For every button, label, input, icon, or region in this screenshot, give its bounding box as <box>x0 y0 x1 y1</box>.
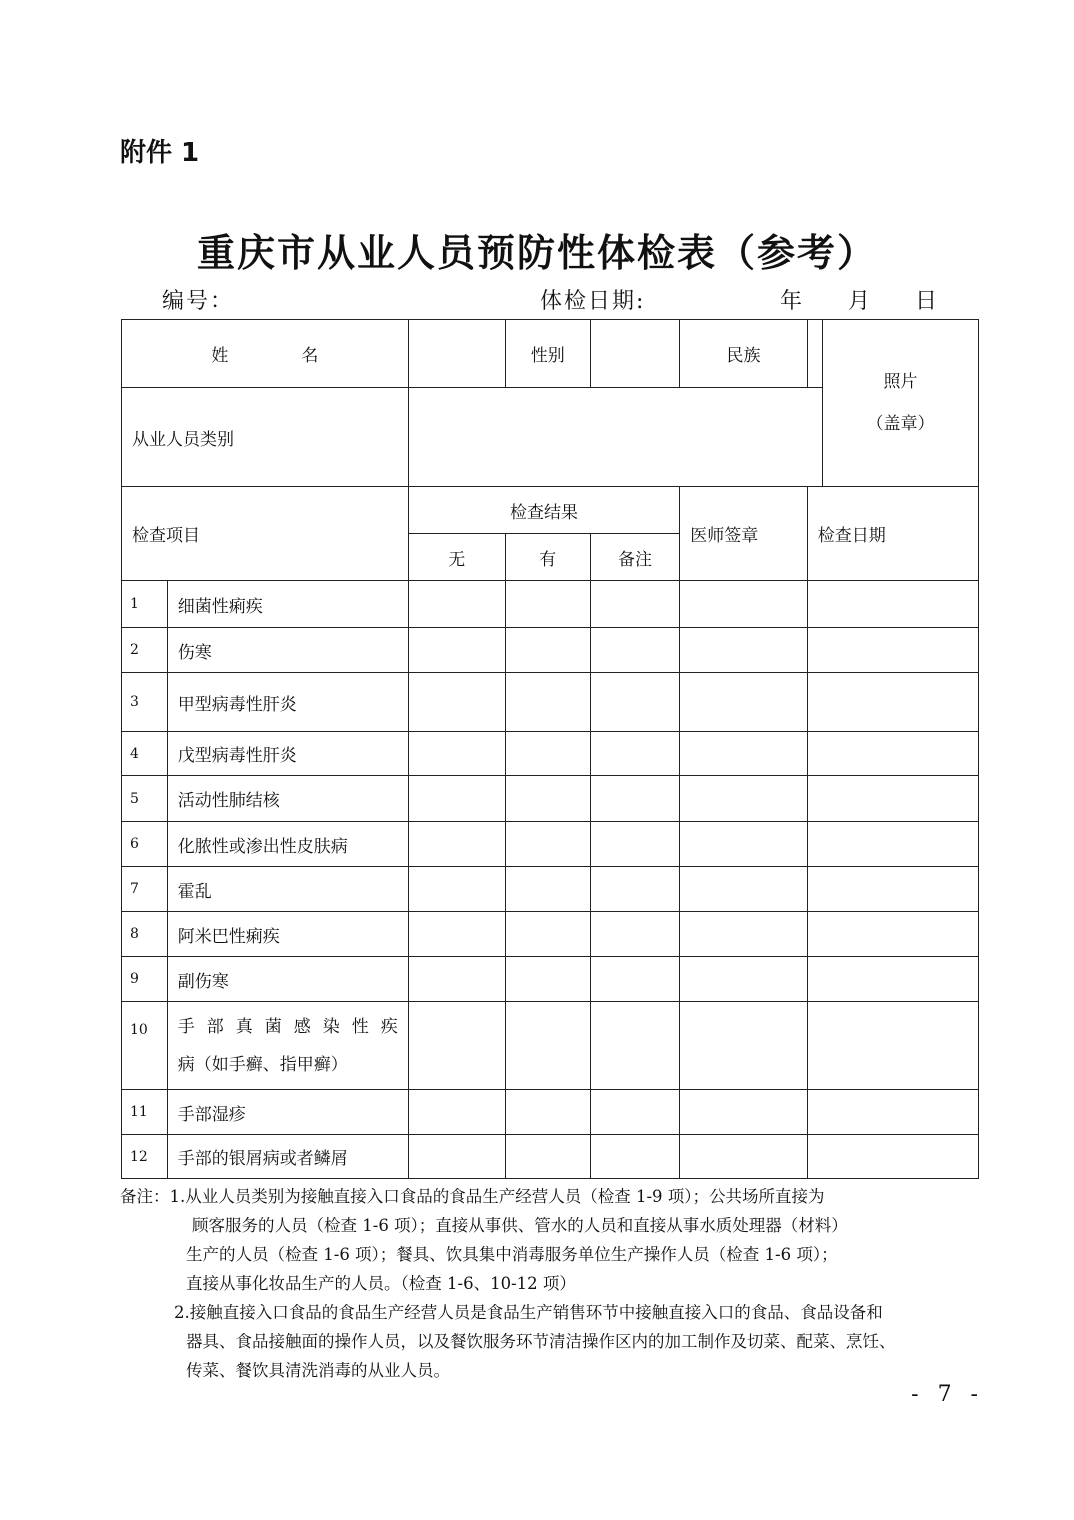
result-none-cell[interactable] <box>408 957 505 1002</box>
item-name: 戊型病毒性肝炎 <box>167 732 408 776</box>
result-remark-cell[interactable] <box>590 628 679 673</box>
result-has-cell[interactable] <box>505 957 590 1002</box>
page-number: - 7 - <box>911 1382 984 1407</box>
result-remark-cell[interactable] <box>590 581 679 628</box>
result-has-cell[interactable] <box>505 1135 590 1179</box>
table-row <box>122 1002 979 1090</box>
result-remark-cell[interactable] <box>590 732 679 776</box>
item-number: 2 <box>122 628 168 673</box>
table-row <box>122 732 979 776</box>
doctor-sign-cell[interactable] <box>680 1002 808 1090</box>
item-number: 3 <box>122 673 168 732</box>
result-none-cell[interactable] <box>408 1135 505 1179</box>
result-remark-cell[interactable] <box>590 673 679 732</box>
exam-date-cell[interactable] <box>807 673 978 732</box>
category-label: 从业人员类别 <box>122 388 409 487</box>
category-value-cell[interactable] <box>408 388 822 487</box>
item-number: 9 <box>122 957 168 1002</box>
result-none-cell[interactable] <box>408 1090 505 1135</box>
item-number: 6 <box>122 822 168 867</box>
exam-date-cell[interactable] <box>807 776 978 822</box>
result-has-cell[interactable] <box>505 1002 590 1090</box>
result-remark-cell[interactable] <box>590 867 679 912</box>
result-remark-cell[interactable] <box>590 1090 679 1135</box>
table-row <box>122 628 979 673</box>
table-row <box>122 1090 979 1135</box>
result-has-cell[interactable] <box>505 1090 590 1135</box>
result-none-cell[interactable] <box>408 732 505 776</box>
name-label: 姓 名 <box>122 320 409 388</box>
photo-stamp-label: （盖章） <box>866 414 935 434</box>
result-none-cell[interactable] <box>408 1002 505 1090</box>
exam-form-table <box>121 319 979 1179</box>
table-row <box>122 581 979 628</box>
note-1-line-1 <box>120 1182 990 1211</box>
has-column-header: 有 <box>505 534 590 581</box>
note-1-line-4: 直接从事化妆品生产的人员。（检查 1-6、10-12 项） <box>186 1274 576 1293</box>
year-label: 年 <box>780 289 805 314</box>
item-number: 12 <box>122 1135 168 1179</box>
form-title: 重庆市从业人员预防性体检表（参考） <box>196 230 877 275</box>
result-remark-cell[interactable] <box>590 1002 679 1090</box>
exam-date-cell[interactable] <box>807 628 978 673</box>
item-number: 8 <box>122 912 168 957</box>
result-remark-cell[interactable] <box>590 1135 679 1179</box>
item-name <box>167 1002 408 1090</box>
result-has-cell[interactable] <box>505 628 590 673</box>
result-none-cell[interactable] <box>408 776 505 822</box>
table-row <box>122 822 979 867</box>
result-column-header: 检查结果 <box>408 487 679 534</box>
result-none-cell[interactable] <box>408 628 505 673</box>
item-number: 4 <box>122 732 168 776</box>
notes-block <box>120 1182 990 1385</box>
item-name: 阿米巴性痢疾 <box>167 912 408 957</box>
result-none-cell[interactable] <box>408 867 505 912</box>
note-2-line-1: 2.接触直接入口食品的食品生产经营人员是食品生产销售环节中接触直接入口的食品、食品设备和 <box>174 1303 883 1322</box>
ethnicity-label: 民族 <box>680 320 808 388</box>
notes-prefix: 备注： <box>120 1187 170 1206</box>
doctor-sign-cell[interactable] <box>680 673 808 732</box>
exam-date-cell[interactable] <box>807 1135 978 1179</box>
exam-date-cell[interactable] <box>807 732 978 776</box>
table-row <box>122 1135 979 1179</box>
result-has-cell[interactable] <box>505 581 590 628</box>
number-label: 编号： <box>162 289 235 314</box>
result-remark-cell[interactable] <box>590 957 679 1002</box>
exam-date-cell[interactable] <box>807 957 978 1002</box>
note-1-line-2: 顾客服务的人员（检查 1-6 项）；直接从事供、管水的人员和直接从事水质处理器（材料） <box>192 1216 848 1235</box>
exam-date-cell[interactable] <box>807 1002 978 1090</box>
gender-label: 性别 <box>505 320 590 388</box>
item-number: 7 <box>122 867 168 912</box>
none-column-header: 无 <box>408 534 505 581</box>
result-has-cell[interactable] <box>505 867 590 912</box>
doctor-sign-cell[interactable] <box>680 776 808 822</box>
doctor-sign-cell[interactable] <box>680 1135 808 1179</box>
name-value-cell[interactable] <box>408 320 505 388</box>
photo-box <box>823 320 979 487</box>
table-row <box>122 957 979 1002</box>
doctor-sign-cell[interactable] <box>680 732 808 776</box>
result-has-cell[interactable] <box>505 912 590 957</box>
doctor-sign-cell[interactable] <box>680 867 808 912</box>
exam-date-cell[interactable] <box>807 867 978 912</box>
result-remark-cell[interactable] <box>590 822 679 867</box>
result-none-cell[interactable] <box>408 581 505 628</box>
result-has-cell[interactable] <box>505 732 590 776</box>
remark-column-header: 备注 <box>590 534 679 581</box>
exam-date-cell[interactable] <box>807 822 978 867</box>
item-name-line1: 手部真菌感染性疾 <box>177 1016 398 1037</box>
date-column-header: 检查日期 <box>807 487 978 581</box>
doctor-sign-cell[interactable] <box>680 822 808 867</box>
item-name: 活动性肺结核 <box>167 776 408 822</box>
item-number: 5 <box>122 776 168 822</box>
item-name: 化脓性或渗出性皮肤病 <box>167 822 408 867</box>
doctor-sign-cell[interactable] <box>680 628 808 673</box>
item-name: 手部的银屑病或者鳞屑 <box>167 1135 408 1179</box>
table-row <box>122 867 979 912</box>
result-none-cell[interactable] <box>408 912 505 957</box>
note-1-text: 1.从业人员类别为接触直接入口食品的食品生产经营人员（检查 1-9 项）；公共场所直接为 <box>169 1187 825 1206</box>
table-row <box>122 673 979 732</box>
item-name: 细菌性痢疾 <box>167 581 408 628</box>
doctor-sign-cell[interactable] <box>680 957 808 1002</box>
item-name: 伤寒 <box>167 628 408 673</box>
item-column-header: 检查项目 <box>122 487 409 581</box>
result-remark-cell[interactable] <box>590 912 679 957</box>
exam-date-cell[interactable] <box>807 912 978 957</box>
exam-date-label: 体检日期: <box>540 289 646 314</box>
ethnicity-value-cell[interactable] <box>807 320 822 388</box>
doctor-sign-cell[interactable] <box>680 912 808 957</box>
result-has-cell[interactable] <box>505 673 590 732</box>
result-none-cell[interactable] <box>408 822 505 867</box>
item-name: 手部湿疹 <box>167 1090 408 1135</box>
item-number: 1 <box>122 581 168 628</box>
item-name: 霍乱 <box>167 867 408 912</box>
photo-label: 照片 <box>883 372 918 392</box>
attachment-label: 附件 1 <box>120 138 200 168</box>
month-label: 月 <box>848 289 873 314</box>
result-has-cell[interactable] <box>505 776 590 822</box>
doctor-sign-cell[interactable] <box>680 1090 808 1135</box>
doctor-column-header: 医师签章 <box>680 487 808 581</box>
table-row <box>122 912 979 957</box>
note-2-line-2: 器具、食品接触面的操作人员，以及餐饮服务环节清洁操作区内的加工制作及切菜、配菜、烹饪、 <box>186 1332 896 1351</box>
item-name: 甲型病毒性肝炎 <box>167 673 408 732</box>
item-number: 10 <box>122 1002 168 1090</box>
result-remark-cell[interactable] <box>590 776 679 822</box>
exam-date-cell[interactable] <box>807 1090 978 1135</box>
doctor-sign-cell[interactable] <box>680 581 808 628</box>
item-name-line2: 病（如手癣、指甲癣） <box>177 1054 348 1075</box>
result-none-cell[interactable] <box>408 673 505 732</box>
gender-value-cell[interactable] <box>590 320 679 388</box>
exam-date-cell[interactable] <box>807 581 978 628</box>
result-has-cell[interactable] <box>505 822 590 867</box>
note-1-line-3: 生产的人员（检查 1-6 项）；餐具、饮具集中消毒服务单位生产操作人员（检查 1-6 项）； <box>186 1245 838 1264</box>
day-label: 日 <box>915 289 940 314</box>
note-2-line-3: 传菜、餐饮具清洗消毒的从业人员。 <box>186 1361 450 1380</box>
table-row <box>122 776 979 822</box>
item-name: 副伤寒 <box>167 957 408 1002</box>
item-number: 11 <box>122 1090 168 1135</box>
